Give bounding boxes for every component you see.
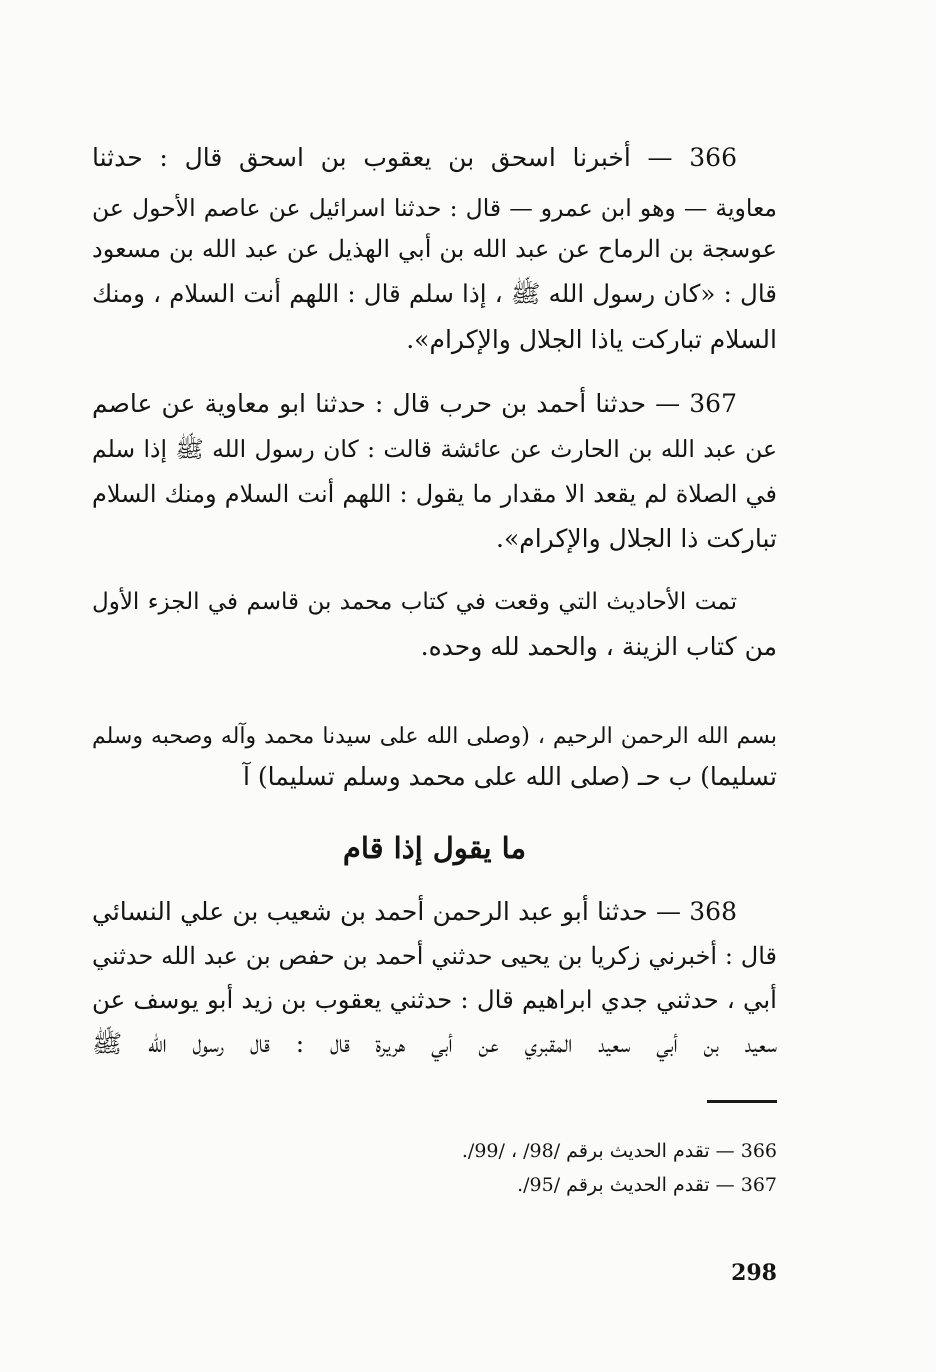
basmala-line-1: بسم الله الرحمن الرحيم ، (وصلى الله على سيدنا محمد وآله وصحبه وسلم <box>92 724 777 749</box>
hadith-368-line-3: أبي ، حدثني جدي ابراهيم قال : حدثني يعقوب بن زيد أبو يوسف عن <box>92 985 777 1014</box>
footnote-separator <box>707 1100 777 1103</box>
hadith-366-line-1: 366 — أخبرنا اسحق بن يعقوب بن اسحق قال : حدثنا <box>92 143 737 172</box>
hadith-366-line-4: قال : «كان رسول الله ﷺ ، إذا سلم قال : اللهم أنت السلام ، ومنك <box>92 279 777 308</box>
hadith-366-line-5: السلام تباركت ياذا الجلال والإكرام». <box>406 325 777 354</box>
hadith-368-line-1: 368 — حدثنا أبو عبد الرحمن أحمد بن شعيب بن علي النسائي <box>92 897 737 926</box>
closing-line-2: من كتاب الزينة ، والحمد لله وحده. <box>420 632 777 661</box>
hadith-366-line-2: معاوية — وهو ابن عمرو — قال : حدثنا اسرائيل عن عاصم الأحول عن <box>92 194 777 222</box>
basmala-line-2: تسليما) ب حـ (صلى الله على محمد وسلم تسليما) آ <box>243 762 777 791</box>
hadith-367-line-1: 367 — حدثنا أحمد بن حرب قال : حدثنا ابو معاوية عن عاصم <box>92 389 737 418</box>
hadith-367-line-3: في الصلاة لم يقعد الا مقدار ما يقول : اللهم أنت السلام ومنك السلام <box>92 480 777 508</box>
chapter-heading: ما يقول إذا قام <box>342 831 527 865</box>
hadith-368-line-2: قال : أخبرني زكريا بن يحيى حدثني أحمد بن حفص بن عبد الله حدثني <box>92 942 777 970</box>
closing-line-1: تمت الأحاديث التي وقعت في كتاب محمد بن قاسم في الجزء الأول <box>92 589 737 615</box>
hadith-368-line-4: سعيد بن أبي سعيد المقبري عن أبي هريرة قال : قال رسول الله ﷺ <box>92 1029 777 1058</box>
hadith-367-line-4: تباركت ذا الجلال والإكرام». <box>496 524 777 553</box>
page-number: 298 <box>731 1260 777 1286</box>
footnote-366: 366 — تقدم الحديث برقم /98/ ، /99/. <box>461 1140 777 1162</box>
footnote-367: 367 — تقدم الحديث برقم /95/. <box>517 1174 777 1196</box>
hadith-367-line-2: عن عبد الله بن الحارث عن عائشة قالت : كان رسول الله ﷺ إذا سلم <box>92 435 777 463</box>
hadith-366-line-3: عوسجة بن الرماح عن عبد الله بن أبي الهذيل عن عبد الله بن مسعود <box>92 235 777 263</box>
